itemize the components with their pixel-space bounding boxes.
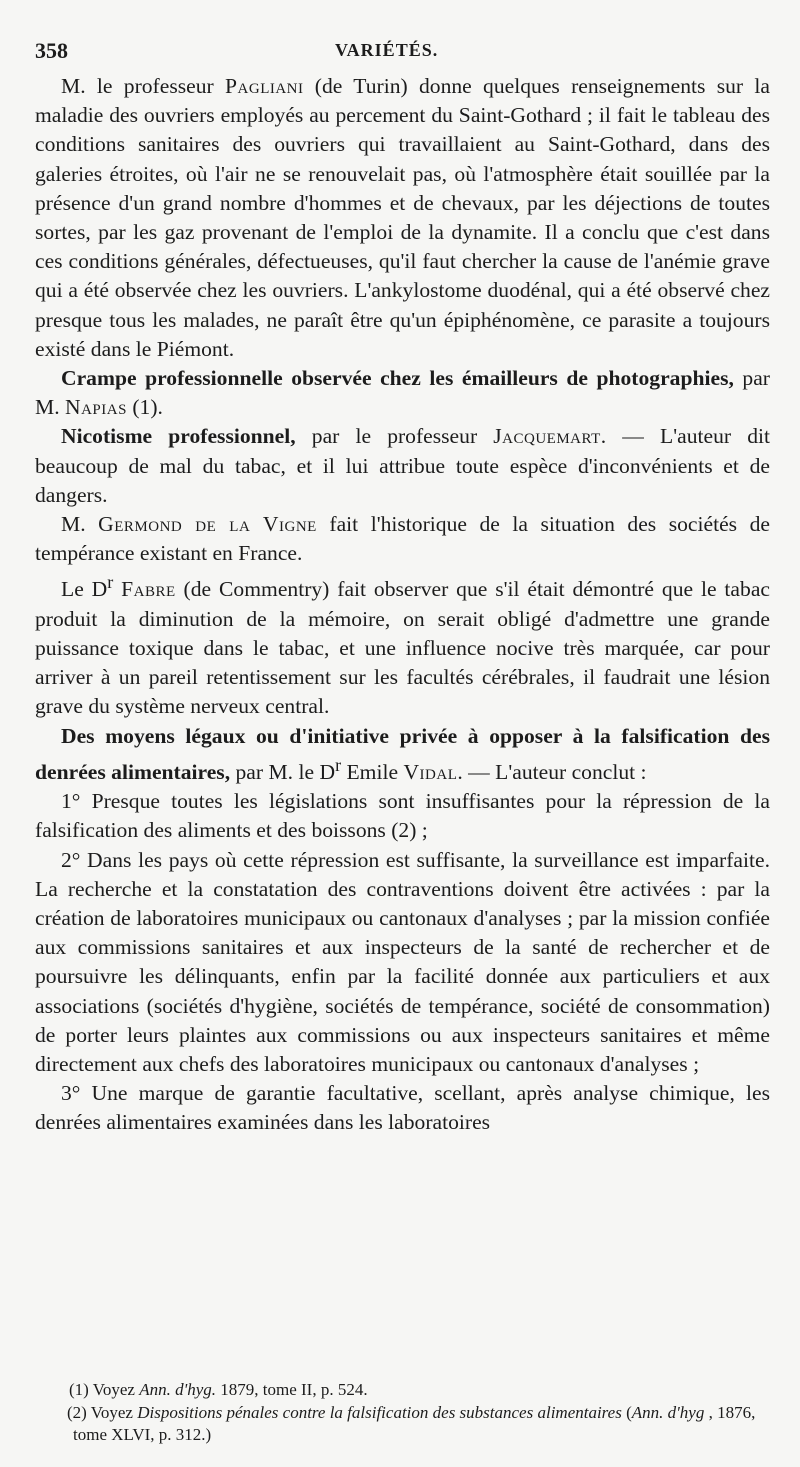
- text-run: (de Commentry) fait observer que s'il était démontré que le tabac produit la diminution de la mémoire, on serait obligé d'admettre une grande puissance toxique dans le tabac, et une influence nocive très marquée, car pour arriver à un pareil retentissement sur les facultés cérébrales, il faudrait une lésion grave du système nerveux central.: [35, 577, 770, 719]
- page-header: [35, 38, 770, 72]
- running-head: VARIÉTÉS.: [335, 40, 439, 60]
- text-run: Le D: [61, 577, 108, 602]
- text-run: [113, 578, 121, 602]
- text-run: (1) Voyez: [69, 1380, 140, 1399]
- paragraph-vidal: [35, 722, 770, 788]
- text-run: par M.: [35, 366, 770, 420]
- section-title: Des moyens légaux ou d'initiative privée à opposer à la falsification des denrées alimentaires,: [35, 723, 770, 785]
- work-title: Dispositions pénales contre la falsification des substances alimentaires: [137, 1402, 622, 1422]
- text-run: fait l'historique de la situation des sociétés de tempérance existant en France.: [35, 512, 771, 566]
- paragraph-conclusion-3: 3° Une marque de garantie facultative, scellant, après analyse chimique, les denrées alimentaires examinées dans les laboratoires: [35, 1081, 770, 1135]
- text-run: M. le professeur: [61, 74, 226, 98]
- paragraph-pagliani: [35, 72, 770, 364]
- text-run: M.: [61, 512, 99, 537]
- author-name: Vidal: [403, 760, 458, 785]
- journal-title: Ann. d'hyg.: [139, 1380, 217, 1399]
- text-run: (de Turin) donne quelques renseignements sur la maladie des ouvriers employés au percement du Saint-Gothard ; il fait le tableau des conditions sanitaires des ouvriers qui travaillaient au Saint-Gothard, dans des galeries étroites, où l'air ne se renouvelait pas, où l'atmosphère était souillée par la présence d'un grand nombre d'hommes et de chevaux, par les déjections de toutes sortes, par les gaz provenant de l'emploi de la dynamite. Il a conclu que c'est dans ces conditions générales, défectueuses, qu'il faut chercher la cause de l'anémie grave qui a été observée chez les ouvriers. L'ankylostome duodénal, qui a été observé chez presque tous les malades, ne paraît être qu'un épiphénomène, ce parasite a toujours existé dans le Piémont.: [35, 74, 770, 361]
- author-name: Napias: [65, 395, 127, 420]
- text-run: (2) Voyez: [67, 1402, 138, 1422]
- author-name: Jacquemart: [493, 424, 601, 449]
- section-title: Crampe professionnelle observée chez les émailleurs de photographies,: [61, 366, 734, 391]
- text-run: , 1876, tome XLVI, p. 312.): [73, 1402, 756, 1444]
- paragraph-nicotisme: [35, 422, 770, 510]
- page-number: 358: [35, 38, 68, 63]
- text-run: (: [621, 1402, 632, 1422]
- text-run: Emile: [341, 760, 404, 785]
- superscript: r: [335, 754, 342, 775]
- footnotes: [35, 1379, 770, 1447]
- text-run: 1879, tome II, p. 524.: [216, 1380, 368, 1399]
- footnote-2: [35, 1402, 770, 1447]
- text-run: . — L'auteur dit beaucoup de mal du tabac, et il lui attribue toute espèce d'inconvénients et de dangers.: [35, 424, 770, 507]
- footnote-1: [35, 1379, 770, 1402]
- author-name: Germond de la Vigne: [98, 512, 317, 537]
- section-title: Nicotisme professionnel,: [61, 424, 296, 449]
- paragraph-crampe: [35, 364, 770, 422]
- paragraph-conclusion-2: 2° Dans les pays où cette répression est suffisante, la surveillance est imparfaite. La recherche et la constatation des contraventions doivent être activées : par la création de laboratoires municipaux ou cantonaux d'analyses ; par la mission confiée aux commissions sanitaires et aux inspecteurs de la santé de rechercher et de poursuivre les délinquants, enfin par la facilité donnée aux particuliers et aux associations (sociétés d'hygiène, sociétés de tempérance, société de consommation) de porter leurs plaintes aux commissions ou aux inspecteurs sanitaires et même directement aux chefs des laboratoires municipaux ou cantonaux d'analyses ;: [35, 847, 770, 1077]
- text-run: par le professeur: [295, 424, 494, 449]
- text-run: . — L'auteur conclut :: [457, 760, 647, 785]
- body-text: [35, 72, 770, 1138]
- text-run: (1).: [126, 395, 163, 420]
- superscript: r: [107, 572, 114, 593]
- paragraph-germond: [35, 510, 770, 568]
- paragraph-conclusion-1: 1° Presque toutes les législations sont insuffisantes pour la répression de la falsification des aliments et des boissons (2) ;: [35, 789, 770, 843]
- paragraph-fabre: [35, 568, 770, 721]
- author-name: Pagliani: [225, 74, 304, 98]
- journal-title: Ann. d'hyg: [631, 1402, 705, 1422]
- text-run: par M. le D: [230, 760, 336, 785]
- author-name: Fabre: [121, 577, 176, 602]
